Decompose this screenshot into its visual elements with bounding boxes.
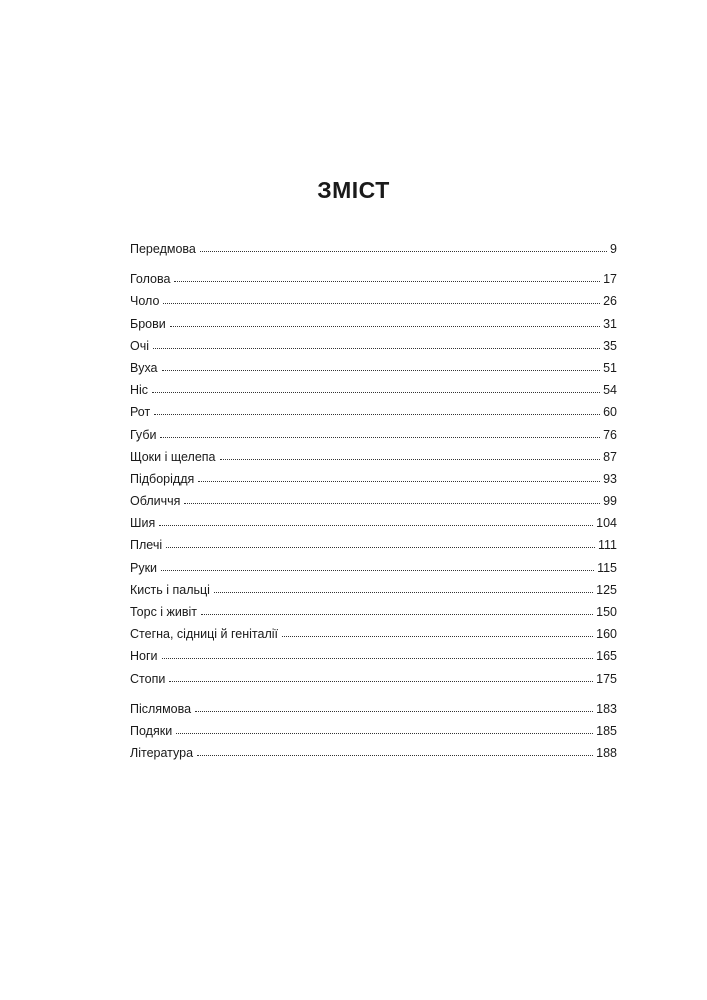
toc-dot-leader [282, 635, 593, 637]
toc-entry[interactable] [130, 557, 617, 579]
toc-entry[interactable] [130, 335, 617, 357]
toc-entry-title: Кисть і пальці [130, 582, 210, 597]
toc-entry-title: Руки [130, 560, 158, 575]
toc-entry-title: Брови [130, 316, 166, 331]
toc-entry-title: Шия [130, 516, 156, 531]
toc-entry-title: Післямова [130, 701, 192, 716]
toc-dot-leader [176, 732, 593, 734]
toc-entry-page-number: 51 [603, 360, 617, 375]
toc-entry-page-number: 35 [603, 338, 617, 353]
toc-entry[interactable] [130, 645, 617, 667]
toc-dot-leader [197, 754, 593, 756]
toc-entry[interactable] [130, 601, 617, 623]
toc-entry-page-number: 31 [603, 316, 617, 331]
toc-entry-page-number: 93 [603, 471, 617, 486]
toc-dot-leader [166, 546, 595, 548]
toc-entry-page-number: 99 [603, 494, 617, 509]
toc-entry[interactable] [130, 446, 617, 468]
toc-entry-page-number: 125 [596, 582, 617, 597]
toc-entry-title: Голова [130, 272, 171, 287]
toc-group [130, 698, 617, 765]
toc-entry-title: Стопи [130, 671, 166, 686]
toc-dot-leader [214, 591, 593, 593]
toc-entry[interactable] [130, 512, 617, 534]
toc-entry-page-number: 26 [603, 294, 617, 309]
toc-entry-title: Підборіддя [130, 471, 195, 486]
toc-entry[interactable] [130, 379, 617, 401]
toc-entry-title: Передмова [130, 242, 196, 256]
toc-entry-title: Чоло [130, 294, 160, 309]
toc-group [130, 238, 617, 260]
toc-dot-leader [152, 391, 600, 393]
toc-entry-page-number: 183 [596, 701, 617, 716]
toc-entry-page-number: 175 [596, 671, 617, 686]
toc-dot-leader [163, 302, 600, 304]
toc-entry-page-number: 104 [596, 516, 617, 531]
toc-entry-page-number: 185 [596, 723, 617, 738]
toc-dot-leader [174, 280, 600, 282]
toc-entry-title: Ніс [130, 383, 149, 398]
toc-dot-leader [160, 436, 600, 438]
toc-entry-page-number: 115 [597, 560, 617, 575]
toc-entry-title: Обличчя [130, 494, 181, 509]
toc-dot-leader [159, 524, 593, 526]
toc-entry[interactable] [130, 424, 617, 446]
toc-entry[interactable] [130, 720, 617, 742]
toc-dot-leader [195, 710, 593, 712]
toc-entry-title: Плечі [130, 538, 163, 553]
toc-entry-page-number: 9 [610, 242, 617, 256]
toc-entry-page-number: 111 [597, 538, 617, 553]
toc-entry[interactable] [130, 468, 617, 490]
toc-dot-leader [200, 250, 607, 252]
toc-entry-title: Рот [130, 405, 151, 420]
toc-entry-title: Подяки [130, 723, 173, 738]
toc-entry-page-number: 160 [596, 627, 617, 642]
toc-entry-page-number: 54 [603, 383, 617, 398]
toc-dot-leader [170, 325, 600, 327]
toc-entry-title: Ноги [130, 649, 158, 664]
toc-entry-page-number: 60 [603, 405, 617, 420]
toc-dot-leader [154, 413, 600, 415]
toc-entry[interactable] [130, 668, 617, 690]
toc-dot-leader [201, 613, 593, 615]
toc-entry[interactable] [130, 238, 617, 260]
toc-dot-leader [153, 347, 600, 349]
toc-dot-leader [161, 569, 594, 571]
toc-entry-page-number: 87 [603, 449, 617, 464]
page-title: ЗМІСТ [317, 177, 390, 204]
toc-dot-leader [184, 502, 600, 504]
toc-dot-leader [169, 680, 593, 682]
toc-entry[interactable] [130, 534, 617, 556]
toc-entry-title: Вуха [130, 360, 158, 375]
toc-entry-page-number: 188 [596, 746, 617, 761]
toc-entry[interactable] [130, 290, 617, 312]
toc-entry[interactable] [130, 313, 617, 335]
toc-dot-leader [162, 657, 594, 659]
toc-entry-title: Очі [130, 338, 150, 353]
toc-entry-page-number: 165 [596, 649, 617, 664]
toc-entry-title: Стегна, сідниці й геніталії [130, 627, 278, 642]
toc-entry[interactable] [130, 579, 617, 601]
toc-entry-title: Торс і живіт [130, 605, 198, 619]
toc-entry-page-number: 76 [603, 427, 617, 442]
toc-dot-leader [198, 480, 600, 482]
toc-entry-page-number: 17 [603, 272, 617, 287]
toc-dot-leader [162, 369, 601, 371]
toc-entry[interactable] [130, 623, 617, 645]
table-of-contents [130, 238, 617, 764]
toc-dot-leader [220, 458, 601, 460]
toc-entry[interactable] [130, 401, 617, 423]
toc-entry-page-number: 150 [596, 605, 617, 619]
toc-entry[interactable] [130, 742, 617, 764]
toc-entry[interactable] [130, 490, 617, 512]
toc-entry-title: Губи [130, 427, 157, 442]
toc-group [130, 268, 617, 690]
toc-entry-title: Щоки і щелепа [130, 449, 216, 464]
toc-entry-title: Література [130, 746, 194, 761]
toc-entry[interactable] [130, 268, 617, 290]
toc-entry[interactable] [130, 698, 617, 720]
toc-entry[interactable] [130, 357, 617, 379]
